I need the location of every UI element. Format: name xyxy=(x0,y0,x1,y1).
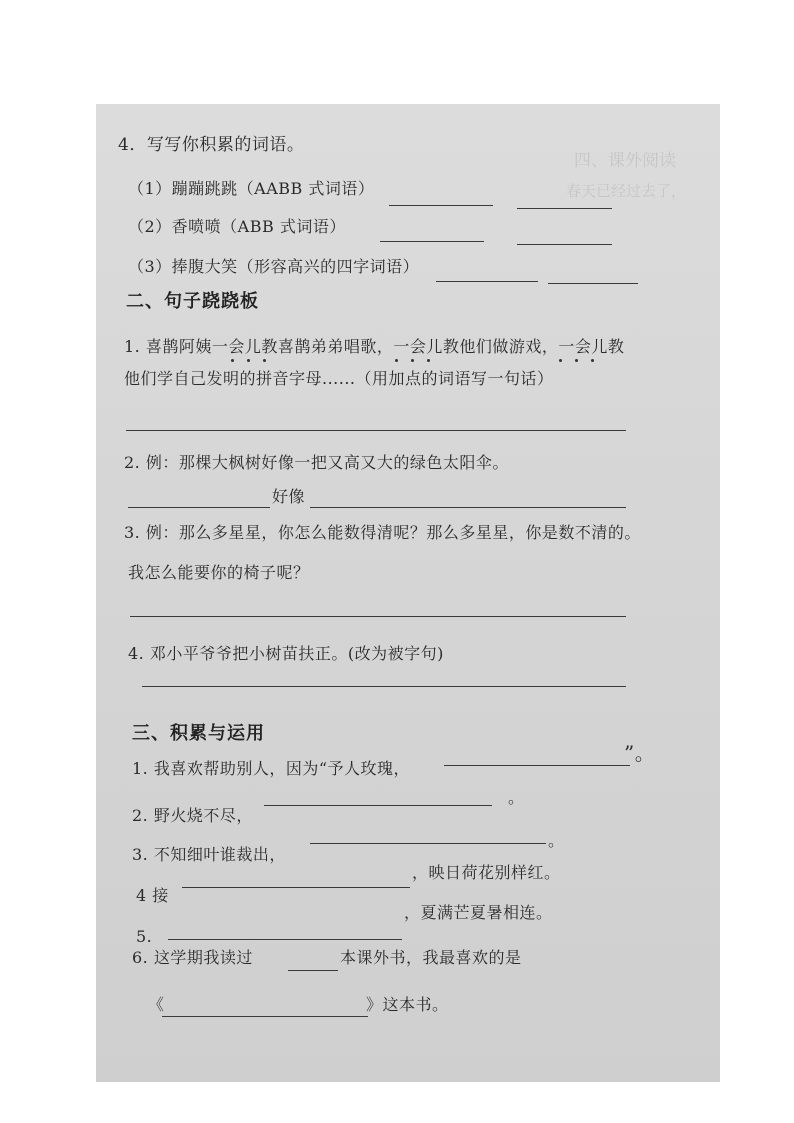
q4-item-2-blank-b[interactable] xyxy=(517,244,612,245)
s3-line3-end: 。 xyxy=(548,831,565,850)
s2-q1-line1: 1. 喜鹊阿姨一会儿教喜鹊弟弟唱歌，一会儿教他们做游戏，一会儿教 xyxy=(124,337,625,356)
s3-line6-count-blank[interactable] xyxy=(288,970,338,971)
s2-q4-line1: 4. 邓小平爷爷把小树苗扶正。(改为被字句) xyxy=(128,644,444,663)
q4-item-1-blank-a[interactable] xyxy=(389,205,493,206)
emphasis-dot xyxy=(231,359,234,362)
s2-q3-line2: 我怎么能要你的椅子呢？ xyxy=(128,563,310,582)
q4-item-3-blank-a[interactable] xyxy=(436,281,538,282)
s2-q3-answer-line[interactable] xyxy=(130,616,626,617)
s3-line7-close: 》这本书。 xyxy=(366,995,449,1014)
bleed-through-line: 春天已经过去了， xyxy=(566,182,687,200)
s3-line5: 5. xyxy=(136,927,153,946)
s3-line2-end: 。 xyxy=(508,788,525,807)
s2-q2-line1: 2. 例：那棵大枫树好像一把又高又大的绿色太阳伞。 xyxy=(124,453,509,472)
emphasis-dot xyxy=(559,359,562,362)
q4-item-3-blank-b[interactable] xyxy=(548,283,638,284)
s2-q4-answer-line[interactable] xyxy=(142,686,626,687)
s3-line5-end: ，夏满芒夏暑相连。 xyxy=(404,903,553,922)
q4-item-3: （3）捧腹大笑（形容高兴的四字词语） xyxy=(128,257,420,276)
q4-item-2-blank-a[interactable] xyxy=(380,241,484,242)
s2-q2-blank-b[interactable] xyxy=(310,507,626,508)
q4-title: 4．写写你积累的词语。 xyxy=(118,135,305,155)
s3-line4-blank[interactable] xyxy=(182,887,410,888)
bleed-through-heading: 四、课外阅读 xyxy=(574,151,676,171)
s3-line3-blank[interactable] xyxy=(310,843,546,844)
worksheet-page xyxy=(96,104,720,1082)
section2-heading: 二、句子跷跷板 xyxy=(126,291,259,312)
s3-line6-b: 本课外书，我最喜欢的是 xyxy=(340,948,522,967)
s3-line7-open: 《 xyxy=(148,995,165,1014)
s3-line4: 4 接 xyxy=(136,886,169,905)
s3-line2-blank[interactable] xyxy=(264,805,492,806)
s3-line3: 3. 不知细叶谁裁出， xyxy=(132,845,286,864)
s2-q2-fill-word: 好像 xyxy=(272,487,306,506)
s2-q3-line1: 3. 例：那么多星星，你怎么能数得清呢？那么多星星，你是数不清的。 xyxy=(124,523,641,542)
s3-line1-blank[interactable] xyxy=(444,765,630,766)
s3-line1: 1. 我喜欢帮助别人，因为“予人玫瑰， xyxy=(132,759,411,778)
emphasis-dot xyxy=(247,359,250,362)
s3-line4-end: ，映日荷花别样红。 xyxy=(412,863,561,882)
s2-q1-line2: 他们学自己发明的拼音字母......（用加点的词语写一句话） xyxy=(124,369,554,388)
emphasis-dot xyxy=(591,359,594,362)
emphasis-dot xyxy=(395,359,398,362)
q4-item-2: （2）香喷喷（ABB 式词语） xyxy=(128,217,346,236)
q4-item-1-blank-b[interactable] xyxy=(517,208,612,209)
s3-line2: 2. 野火烧不尽， xyxy=(132,806,253,825)
emphasis-dot xyxy=(427,359,430,362)
q4-item-1: （1）蹦蹦跳跳（AABB 式词语） xyxy=(128,179,375,198)
s2-q1-answer-line[interactable] xyxy=(126,430,626,431)
section3-heading: 三、积累与运用 xyxy=(132,723,265,744)
emphasis-dot xyxy=(263,359,266,362)
s3-line7-book-blank[interactable] xyxy=(162,1016,368,1017)
emphasis-dot xyxy=(411,359,414,362)
emphasis-dot xyxy=(575,359,578,362)
s3-line5-blank[interactable] xyxy=(168,939,402,940)
s3-line6-a: 6. 这学期我读过 xyxy=(132,948,253,967)
s2-q2-blank-a[interactable] xyxy=(128,507,270,508)
s3-line1-end: ”。 xyxy=(624,741,656,765)
